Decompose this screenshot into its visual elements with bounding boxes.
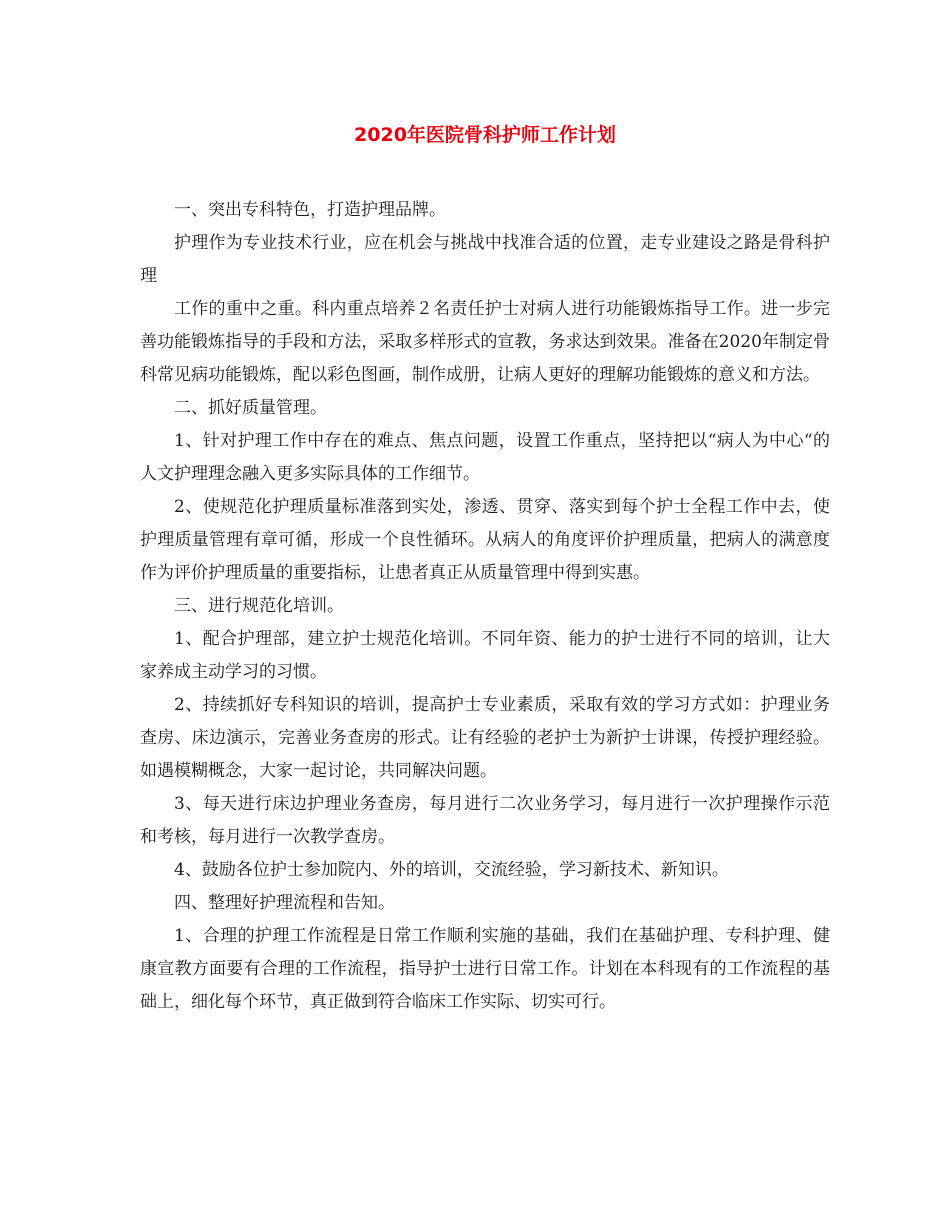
document-title: 2020年医院骨科护师工作计划 bbox=[354, 124, 616, 146]
section-heading: 四、整理好护理流程和告知。 bbox=[174, 893, 395, 913]
paragraph: 1、配合护理部，建立护士规范化培训。不同年资、能力的护士进行不同的培训，让大家养成主动学习的习惯。 bbox=[140, 629, 830, 682]
paragraph: 1、针对护理工作中存在的难点、焦点问题，设置工作重点，坚持把以“病人为中心“的人文护理理念融入更多实际具体的工作细节。 bbox=[140, 431, 830, 484]
section-heading: 三、进行规范化培训。 bbox=[174, 596, 344, 616]
paragraph: 4、鼓励各位护士参加院内、外的培训，交流经验，学习新技术、新知识。 bbox=[174, 860, 729, 880]
paragraph: 护理作为专业技术行业，应在机会与挑战中找准合适的位置，走专业建设之路是骨科护理 bbox=[140, 233, 830, 286]
section-heading: 二、抓好质量管理。 bbox=[174, 398, 327, 418]
paragraph: 2、持续抓好专科知识的培训，提高护士专业素质，采取有效的学习方式如：护理业务查房、床边演示，完善业务查房的形式。让有经验的老护士为新护士讲课，传授护理经验。如遇模糊概念，大家一起讨论，共同解决问题。 bbox=[140, 695, 830, 781]
document-body bbox=[140, 194, 830, 1019]
section-heading: 一、突出专科特色，打造护理品牌。 bbox=[174, 200, 446, 220]
paragraph: 1、合理的护理工作流程是日常工作顺利实施的基础，我们在基础护理、专科护理、健康宣教方面要有合理的工作流程，指导护士进行日常工作。计划在本科现有的工作流程的基础上，细化每个环节，真正做到符合临床工作实际、切实可行。 bbox=[140, 926, 830, 1012]
paragraph: 2、使规范化护理质量标准落到实处，渗透、贯穿、落实到每个护士全程工作中去，使护理质量管理有章可循，形成一个良性循环。从病人的角度评价护理质量，把病人的满意度作为评价护理质量的重要指标，让患者真正从质量管理中得到实惠。 bbox=[140, 497, 830, 583]
document-page bbox=[140, 0, 830, 1019]
paragraph: 工作的重中之重。科内重点培养２名责任护士对病人进行功能锻炼指导工作。进一步完善功能锻炼指导的手段和方法，采取多样形式的宣教，务求达到效果。准备在2020年制定骨科常见病功能锻炼，配以彩色图画，制作成册，让病人更好的理解功能锻炼的意义和方法。 bbox=[140, 299, 830, 385]
paragraph: 3、每天进行床边护理业务查房，每月进行二次业务学习，每月进行一次护理操作示范和考核，每月进行一次教学查房。 bbox=[140, 794, 830, 847]
